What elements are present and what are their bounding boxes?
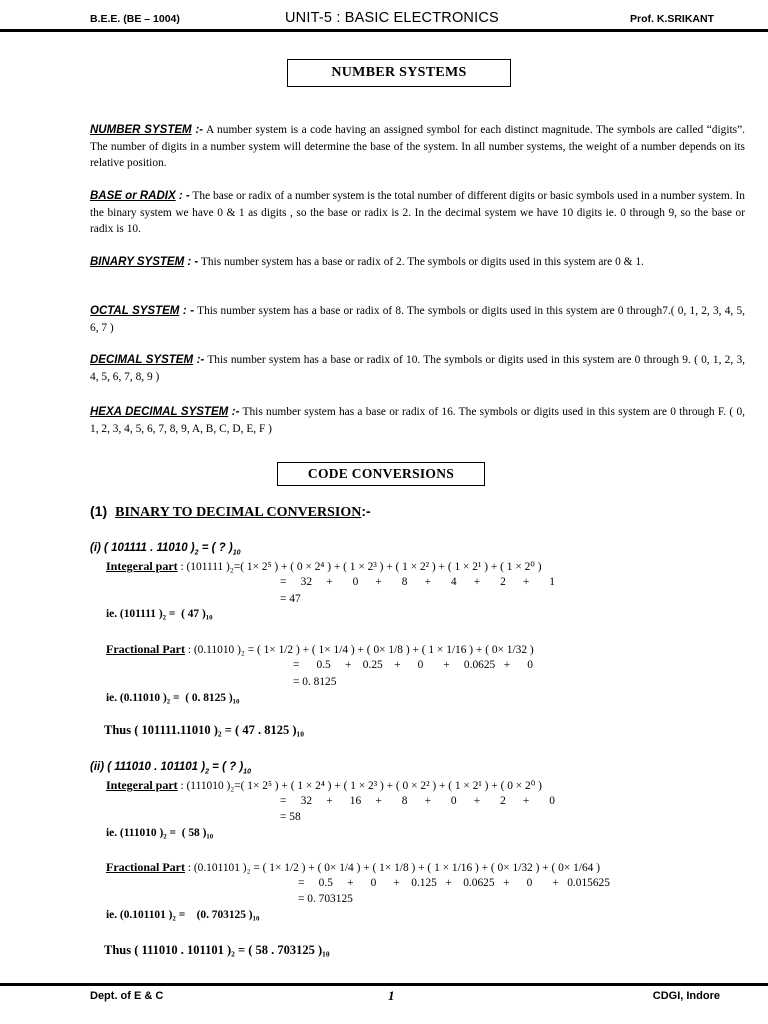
ex2-fraction-line2: = 0.5 + 0 + 0.125 + 0.0625 + 0 + 0.015625 [298, 877, 610, 889]
ex1-integral-line2: = 32 + 0 + 8 + 4 + 2 + 1 [280, 576, 555, 588]
def-binary-system: BINARY SYSTEM : - This number system has a base or radix of 2. The symbols or digits used in this system are 0 & 1. [90, 256, 644, 268]
ex2-result: Thus ( 111010 . 101101 )₂ = ( 58 . 703125 )₁₀ [104, 943, 330, 957]
ex2-fraction-line3: = 0. 703125 [298, 893, 353, 905]
page-number: 1 [388, 988, 395, 1003]
ex2-fraction-line1: Fractional Part : (0.101101 )₂ = ( 1× 1/2 ) + ( 0× 1/4 ) + ( 1× 1/8 ) + ( 1 × 1/16 ) + ( 0× 1/32 ) + ( 0× 1/64 ) [106, 860, 601, 874]
header-rule [0, 29, 768, 32]
ex2-integral-line3: = 58 [280, 811, 301, 823]
ex1-fraction-line2: = 0.5 + 0.25 + 0 + 0.0625 + 0 [293, 659, 533, 671]
def-decimal-system: DECIMAL SYSTEM :- This number system has a base or radix of 10. The symbols or digits used in this system are 0 through 9. ( 0, 1, 2, 3, 4, 5, 6, 7, 8, 9 ) [90, 354, 745, 383]
page-title: NUMBER SYSTEMS [287, 59, 511, 87]
ex1-result: Thus ( 101111.11010 )₂ = ( 47 . 8125 )₁₀ [104, 723, 304, 737]
ex2-integral-line1: Integeral part : (111010 )₂=( 1× 2⁵ ) + ( 1 × 2⁴ ) + ( 1 × 2³ ) + ( 0 × 2² ) + ( 1 × 2¹ ) + ( 0 × 2⁰ ) [106, 778, 542, 792]
ex2-ie-fraction: ie. (0.101101 )₂ = (0. 703125 )₁₀ [106, 909, 260, 921]
ex1-fraction-line1: Fractional Part : (0.11010 )₂ = ( 1× 1/2 ) + ( 1× 1/4 ) + ( 0× 1/8 ) + ( 1 × 1/16 ) + ( 0× 1/32 ) [106, 642, 534, 656]
def-number-system: NUMBER SYSTEM :- A number system is a code having an assigned symbol for each distinct magnitude. The symbols are called “digits”. The number of digits in a number system will determine the base of the system. In all number systems, the weight of a number depends on its relative position. [90, 124, 746, 170]
header-author: Prof. K.SRIKANT [630, 13, 714, 25]
ex1-heading: (i) ( 101111 . 11010 )$_2$ = ( ? )$_{10}$ [90, 542, 241, 557]
ex2-integral-line2: = 32 + 16 + 8 + 0 + 2 + 0 [280, 795, 555, 807]
def-hexadecimal-system: HEXA DECIMAL SYSTEM :- This number system has a base or radix of 16. The symbols or digits used in this system are 0 through F. ( 0, 1, 2, 3, 4, 5, 6, 7, 8, 9, A, B, C, D, E, F ) [90, 406, 745, 435]
footer-rule [0, 983, 768, 986]
def-base-radix: BASE or RADIX : - The base or radix of a number system is the total number of different digits or basic symbols used in a number system. In the binary system we have 0 & 1 as digits , so the base or radix is 2. In the decimal system we have 10 digits ie. 0 through 9, so the base or radix is 10. [90, 190, 745, 236]
ex1-ie-integral: ie. (101111 )₂ = ( 47 )₁₀ [106, 608, 213, 620]
footer-institute: CDGI, Indore [652, 990, 720, 1002]
section-heading: (1) BINARY TO DECIMAL CONVERSION:- [90, 503, 371, 520]
code-conversions-title: CODE CONVERSIONS [277, 462, 485, 486]
ex1-ie-fraction: ie. (0.11010 )₂ = ( 0. 8125 )₁₀ [106, 692, 240, 704]
ex2-ie-integral: ie. (111010 )₂ = ( 58 )₁₀ [106, 827, 214, 839]
header-course: B.E.E. (BE – 1004) [90, 13, 180, 25]
ex1-fraction-line3: = 0. 8125 [293, 676, 337, 688]
footer-department: Dept. of E & C [90, 990, 164, 1002]
ex1-integral-line3: = 47 [280, 593, 301, 605]
ex2-heading: (ii) ( 111010 . 101101 )$_2$ = ( ? )$_{10}$ [90, 761, 251, 776]
page-header [90, 10, 714, 28]
header-unit-title: UNIT-5 : BASIC ELECTRONICS [285, 10, 499, 26]
page-footer [90, 990, 720, 1006]
ex1-integral-line1: Integeral part : (101111 )₂=( 1× 2⁵ ) + ( 0 × 2⁴ ) + ( 1 × 2³ ) + ( 1 × 2² ) + ( 1 × 2¹ ) + ( 1 × 2⁰ ) [106, 559, 542, 573]
def-octal-system: OCTAL SYSTEM : - This number system has a base or radix of 8. The symbols or digits used in this system are 0 through7.( 0, 1, 2, 3, 4, 5, 6, 7 ) [90, 305, 745, 334]
